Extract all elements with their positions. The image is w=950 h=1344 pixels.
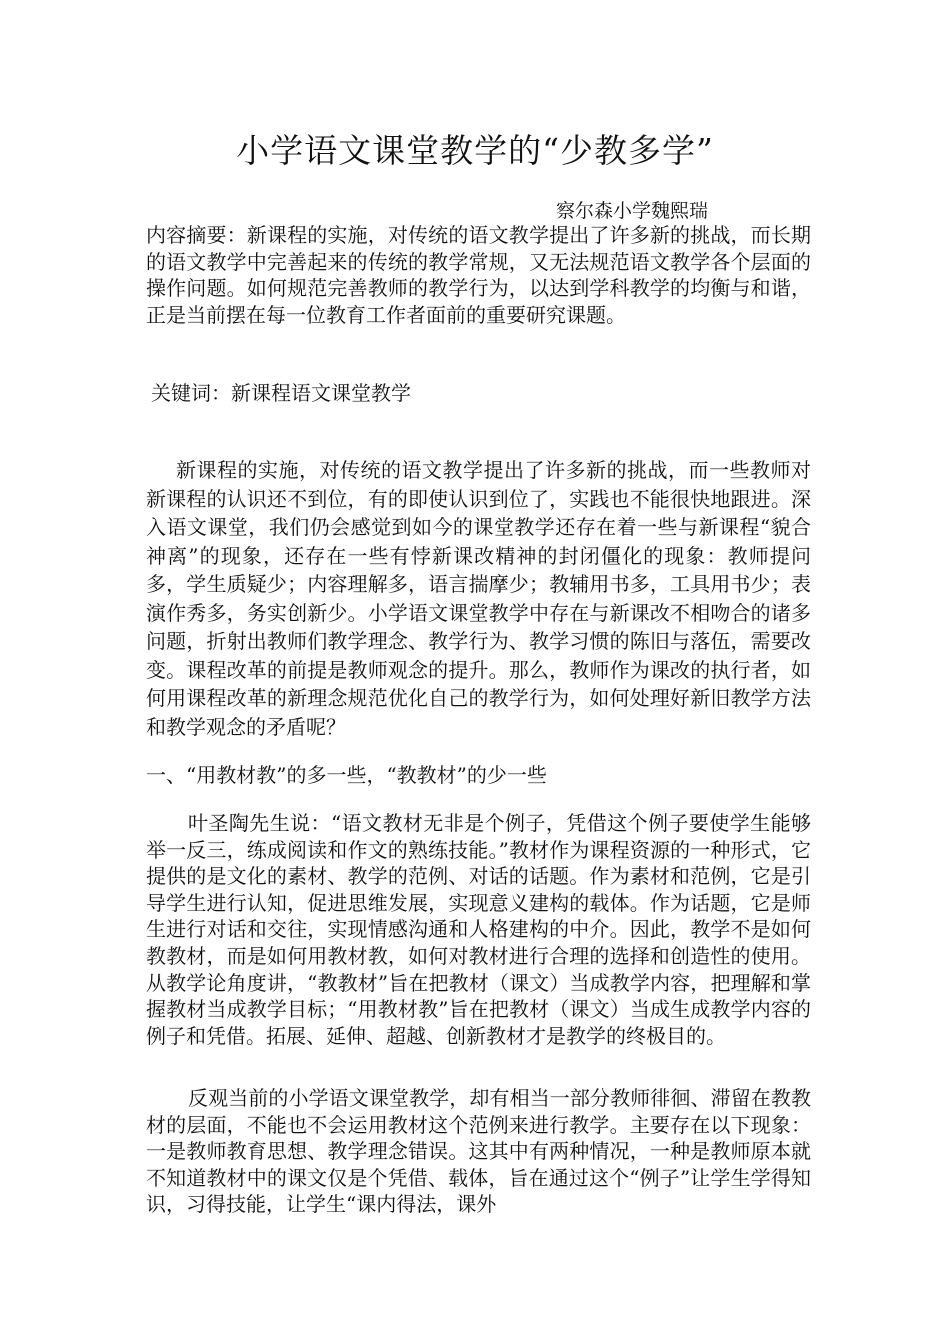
body-paragraph-2: 叶圣陶先生说：“语文教材无非是个例子，凭借这个例子要使学生能够举一反三，练成阅读和作文的熟练技能。”教材作为课程资源的一种形式，它提供的是文化的素材、教学的范例、对话的话题。作为素材和范例，它是引导学生进行认知，促进思维发展，实现意义建构的载体。作为话题，它是师生进行对话和交往，实现情感沟通和人格建构的中介。因此，教学不是如何教教材，而是如何用教材教，如何对教材进行合理的选择和创造性的使用。从教学论角度讲，“教教材”旨在把教材（课文）当成教学内容，把理解和掌握教材当成教学目标；“用教材教”旨在把教材（课文）当成生成教学内容的例子和凭借。拓展、延伸、超越、创新教材才是教学的终极目的。 [146, 811, 811, 1048]
author-line: 察尔森小学魏熙瑞 [556, 200, 709, 222]
body-paragraph-3: 反观当前的小学语文课堂教学，却有相当一部分教师徘徊、滞留在教教材的层面，不能也不会运用教材这个范例来进行教学。主要存在以下现象：一是教师教育思想、教学理念错误。这其中有两种情况，一种是教师原本就不知道教材中的课文仅是个凭借、载体，旨在通过这个“例子”让学生学得知识，习得技能，让学生“课内得法，课外 [146, 1086, 811, 1217]
section-heading-1: 一、“用教材教”的多一些，“教教材”的少一些 [146, 763, 547, 787]
abstract-paragraph: 内容摘要：新课程的实施，对传统的语文教学提出了许多新的挑战，而长期的语文教学中完善起来的传统的教学常规，又无法规范语文教学各个层面的操作问题。如何规范完善教师的教学行为，以达到学科教学的均衡与和谐，正是当前摆在每一位教育工作者面前的重要研究课题。 [146, 223, 811, 327]
keywords-line: 关键词：新课程语文课堂教学 [151, 381, 411, 405]
document-title: 小学语文课堂教学的“少教多学” [236, 131, 714, 170]
body-paragraph-1: 新课程的实施，对传统的语文教学提出了许多新的挑战，而一些教师对新课程的认识还不到位，有的即使认识到位了，实践也不能很快地跟进。深入语文课堂，我们仍会感觉到如今的课堂教学还存在着一些与新课程“貌合神离”的现象，还存在一些有悖新课改精神的封闭僵化的现象：教师提问多，学生质疑少；内容理解多，语言揣摩少；教辅用书多，工具用书少；表演作秀多，务实创新少。小学语文课堂教学中存在与新课改不相吻合的诸多问题，折射出教师们教学理念、教学行为、教学习惯的陈旧与落伍，需要改变。课程改革的前提是教师观念的提升。那么，教师作为课改的执行者，如何用课程改革的新理念规范优化自己的教学行为，如何处理好新旧教学方法和教学观念的矛盾呢？ [146, 458, 811, 739]
